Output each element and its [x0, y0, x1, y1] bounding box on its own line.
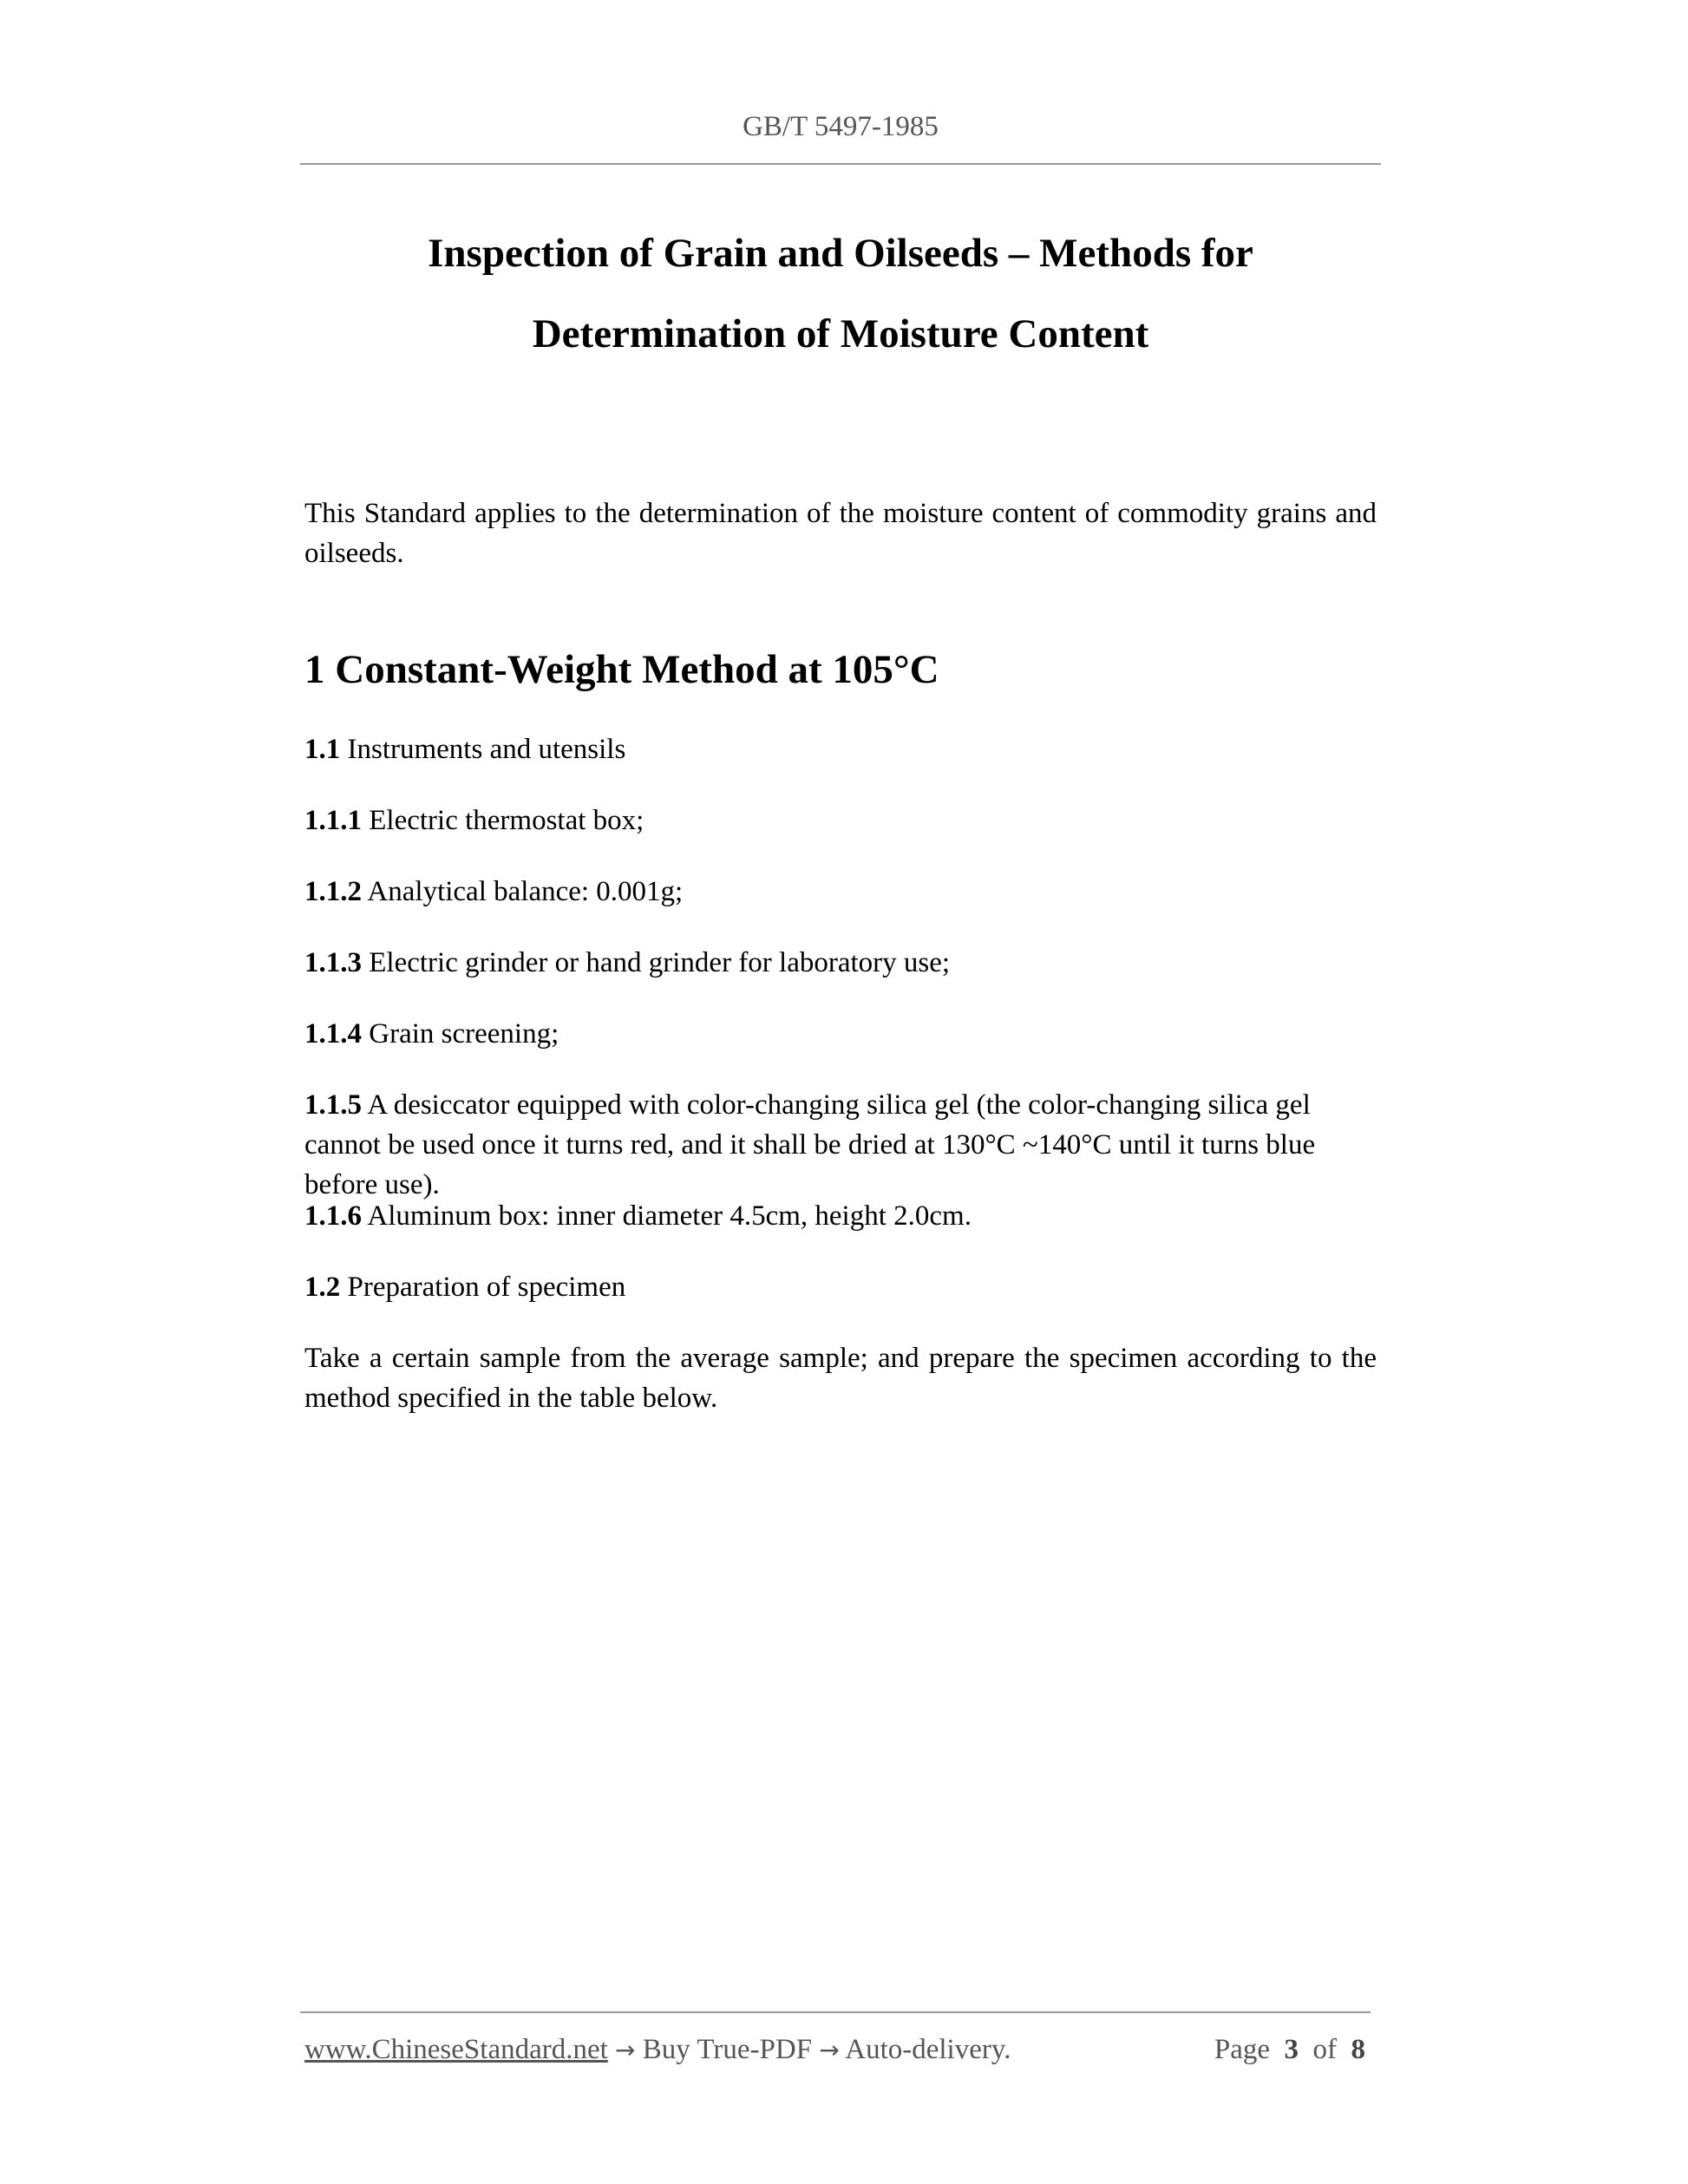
item-number: 1.2 — [304, 1272, 341, 1303]
item-1-1-5 — [304, 1085, 1377, 1205]
page-total: 8 — [1351, 2034, 1365, 2065]
specimen-paragraph: Take a certain sample from the average sample; and prepare the specimen according to the method specified in the table below. — [304, 1343, 1377, 1414]
item-text: Instruments and utensils — [340, 734, 626, 765]
item-text: Preparation of specimen — [340, 1272, 626, 1303]
section-1-heading: 1 Constant-Weight Method at 105°C — [304, 647, 939, 692]
buy-true-pdf-text: Buy True-PDF — [642, 2034, 813, 2065]
item-1-1-2 — [304, 872, 1377, 912]
item-text: Electric grinder or hand grinder for laboratory use; — [362, 947, 951, 978]
page-label: Page — [1214, 2034, 1270, 2065]
of-label: of — [1312, 2034, 1337, 2065]
document-title-line-1: Inspection of Grain and Oilseeds – Methods for — [428, 231, 1253, 276]
item-1-1-6 — [304, 1196, 1377, 1236]
item-text: Analytical balance: 0.001g; — [362, 876, 684, 907]
page-indicator — [1214, 2030, 1365, 2070]
item-1-1-4 — [304, 1014, 1377, 1054]
footer-divider — [300, 2011, 1371, 2013]
item-1-1 — [304, 729, 1377, 769]
page-current: 3 — [1284, 2034, 1299, 2065]
document-code-header: GB/T 5497-1985 — [743, 111, 939, 142]
item-1-2 — [304, 1267, 1377, 1307]
item-number: 1.1 — [304, 734, 341, 765]
intro-paragraph: This Standard applies to the determination of the moisture content of commodity grains and oilseeds. — [304, 498, 1377, 569]
item-number: 1.1.3 — [304, 947, 362, 978]
site-link[interactable]: www.ChineseStandard.net — [304, 2034, 608, 2065]
page-footer — [304, 2030, 1371, 2070]
item-1-1-3 — [304, 943, 1377, 983]
item-number: 1.1.2 — [304, 876, 362, 907]
item-text: Aluminum box: inner diameter 4.5cm, height 2.0cm. — [362, 1200, 972, 1232]
item-number: 1.1.1 — [304, 805, 362, 836]
arrow-right-icon: → — [615, 2036, 636, 2064]
item-text: Grain screening; — [362, 1018, 559, 1049]
item-number: 1.1.5 — [304, 1089, 362, 1121]
arrow-right-icon: → — [819, 2036, 840, 2064]
item-number: 1.1.6 — [304, 1200, 362, 1232]
header-divider — [300, 163, 1381, 165]
item-text: A desiccator equipped with color-changing silica gel (the color-changing silica gel cannot be used once it turns red, and it shall be dried at 130°C ~140°C until it turns blue before use). — [304, 1089, 1316, 1200]
item-1-1-1 — [304, 801, 1377, 840]
auto-delivery-text: Auto-delivery. — [845, 2034, 1011, 2065]
item-number: 1.1.4 — [304, 1018, 362, 1049]
document-title-line-2: Determination of Moisture Content — [532, 311, 1149, 356]
item-text: Electric thermostat box; — [362, 805, 644, 836]
